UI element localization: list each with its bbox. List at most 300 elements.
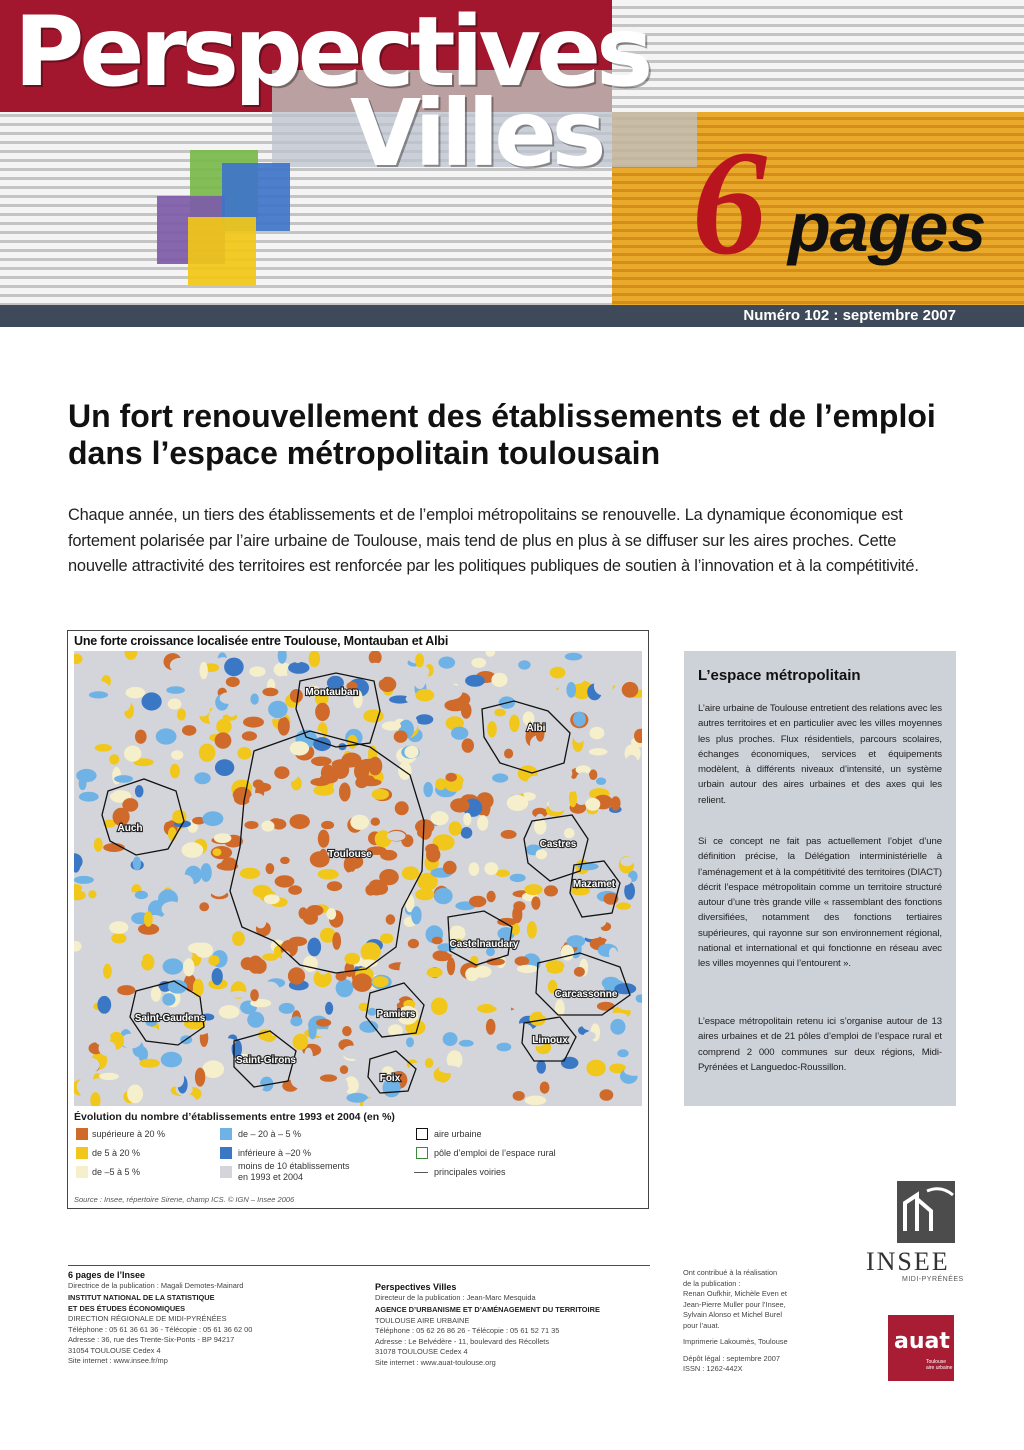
- map-commune: [561, 945, 574, 961]
- map-commune: [618, 1001, 638, 1010]
- map-commune: [520, 753, 538, 764]
- map-commune: [518, 660, 530, 669]
- map-commune: [200, 863, 211, 882]
- choropleth-map: [74, 651, 642, 1106]
- map-commune: [231, 733, 242, 743]
- series-word: pages: [788, 188, 986, 266]
- map-commune: [249, 793, 265, 808]
- map-commune: [172, 1070, 185, 1087]
- map-commune: [371, 818, 380, 826]
- footer-line: Jean-Pierre Muller pour l’Insee,: [683, 1299, 786, 1309]
- map-commune: [624, 937, 639, 946]
- map-commune: [74, 876, 94, 884]
- map-commune: [585, 798, 600, 811]
- map-commune: [575, 1007, 593, 1018]
- legend-swatch: [220, 1128, 232, 1140]
- map-commune: [597, 1016, 608, 1026]
- map-commune: [559, 915, 568, 931]
- footer-col-credits: [683, 1268, 843, 1375]
- map-commune: [415, 653, 424, 667]
- map-commune: [544, 885, 558, 896]
- masthead-banner: [0, 0, 1024, 305]
- map-commune: [268, 701, 288, 718]
- map-commune: [202, 811, 223, 826]
- map-commune: [483, 752, 492, 767]
- map-city-label: Mazamet: [572, 879, 616, 890]
- map-commune: [262, 953, 278, 960]
- article-headline: Un fort renouvellement des établissements et de l’emploi dans l’espace métropolitain toulousain: [68, 398, 936, 471]
- map-commune: [255, 913, 267, 929]
- legend-label: de – 20 à – 5 %: [238, 1129, 302, 1139]
- map-city-label: Auch: [117, 823, 143, 834]
- map-city-label: Toulouse: [328, 849, 372, 860]
- masthead-title-line1: Perspectives: [14, 0, 649, 108]
- masthead-title-line2: Villes: [350, 80, 602, 187]
- map-commune: [415, 689, 434, 701]
- map-commune: [105, 651, 115, 661]
- map-commune: [439, 657, 456, 669]
- map-commune: [550, 938, 562, 954]
- map-commune: [209, 878, 229, 897]
- map-commune: [469, 862, 480, 876]
- map-commune: [372, 789, 389, 800]
- map-commune: [153, 812, 172, 823]
- map-commune: [465, 675, 485, 687]
- map-commune: [405, 746, 419, 759]
- map-commune: [447, 1089, 464, 1098]
- map-commune: [199, 902, 209, 911]
- map-commune: [359, 759, 380, 767]
- map-commune: [317, 960, 329, 974]
- map-commune: [491, 673, 507, 687]
- map-city-label: Saint-Girons: [235, 1055, 297, 1066]
- map-commune: [318, 830, 330, 848]
- map-commune: [143, 791, 159, 809]
- legend-title: Évolution du nombre d’établissements entre 1993 et 2004 (en %): [74, 1111, 395, 1123]
- map-commune: [380, 933, 393, 943]
- article-lead: Chaque année, un tiers des établissements et de l’emploi métropolitains se renouvelle. La dynamique économique est fortement polarisée par l’aire urbaine de Toulouse, mais tend de plus en plus à se diffuser sur les aires proches. Cette nouvelle attractivité des territoires est renforcée par les politiques publiques de soutien à l’innovation et à la compétitivité.: [68, 506, 919, 575]
- footer-line: Téléphone : 05 61 36 61 36 - Télécopie : 05 61 36 62 00: [68, 1324, 253, 1334]
- map-commune: [79, 792, 99, 802]
- map-commune: [142, 659, 163, 673]
- map-commune: [564, 828, 575, 838]
- map-commune: [93, 916, 112, 933]
- map-commune: [304, 1048, 313, 1065]
- map-commune: [551, 765, 572, 782]
- legend-label: moins de 10 établissements en 1993 et 2004: [238, 1161, 350, 1182]
- map-commune: [461, 1003, 478, 1017]
- map-commune: [117, 695, 131, 712]
- map-commune: [606, 691, 617, 708]
- legend-label: pôle d’emploi de l’espace rural: [434, 1148, 556, 1158]
- sidebar-title: L’espace métropolitain: [698, 667, 861, 684]
- map-commune: [558, 882, 569, 893]
- map-commune: [621, 772, 634, 786]
- map-commune: [313, 757, 326, 766]
- footer-line: Ont contribué à la réalisation: [683, 1268, 778, 1277]
- map-commune: [89, 691, 108, 698]
- map-commune: [298, 834, 310, 843]
- map-commune: [219, 1005, 240, 1019]
- map-commune: [484, 862, 498, 875]
- map-commune: [517, 965, 538, 973]
- legend-swatch-pole: [416, 1147, 428, 1159]
- map-commune: [168, 827, 177, 841]
- map-commune: [194, 772, 210, 784]
- map-commune: [395, 801, 409, 815]
- map-commune: [215, 759, 234, 776]
- map-commune: [122, 798, 138, 812]
- map-commune: [237, 747, 251, 760]
- map-figure: [67, 630, 649, 1209]
- map-commune: [491, 997, 502, 1007]
- footer-line: Téléphone : 05 62 26 86 26 - Télécopie : 05 61 52 71 35: [375, 1326, 560, 1335]
- map-commune: [487, 891, 496, 902]
- legend-label: principales voiries: [434, 1167, 506, 1177]
- map-commune: [248, 683, 260, 694]
- sidebar-paragraph: L’espace métropolitain retenu ici s’organise autour de 13 aires urbaines et de 21 pôles d’emploi de l’espace rural et comprend 2 000 communes sur deux régions, Midi-Pyrénées et Languedoc-Roussillon.: [698, 1016, 942, 1073]
- map-commune: [531, 896, 540, 909]
- legend-swatch: [220, 1147, 232, 1159]
- map-commune: [474, 966, 492, 978]
- map-city-label: Carcassonne: [554, 989, 618, 1000]
- map-commune: [426, 847, 440, 862]
- map-commune: [290, 1016, 302, 1026]
- map-commune: [141, 954, 154, 971]
- map-commune: [109, 921, 128, 934]
- sidebar-paragraph: Si ce concept ne fait pas actuellement l’objet d’une définition précise, la Délégation interministérielle à l’aménagement et à la compétitivité des territoires (DIACT) décrit l’espace métropolitain comme un territoire structuré autour d’une très grande ville « rassemblant des fonctions diversifiées, notamment des fonctions tertiaires supérieures, qui rayonne sur son environnement régional, national et international et qui fonctionne en réseau avec les villes moyennes qui l’entourent ».: [698, 836, 942, 970]
- map-commune: [408, 939, 419, 949]
- auat-logo: [888, 1315, 954, 1381]
- map-commune: [409, 1063, 424, 1080]
- footer-col-insee: [68, 1270, 348, 1367]
- map-commune: [291, 1071, 311, 1089]
- map-commune: [109, 754, 119, 764]
- map-commune: [321, 821, 334, 829]
- map-commune: [423, 782, 433, 797]
- footer-line: ISSN : 1262-442X: [683, 1364, 743, 1373]
- map-commune: [325, 1002, 333, 1015]
- insee-logo-mark: [897, 1181, 955, 1243]
- map-commune: [170, 764, 180, 779]
- map-commune: [589, 915, 606, 928]
- map-commune: [99, 1073, 119, 1080]
- map-commune: [589, 748, 608, 755]
- map-commune: [551, 681, 569, 688]
- footer-line: 31054 TOULOUSE Cedex 4: [68, 1345, 161, 1355]
- map-commune: [162, 993, 175, 1006]
- legend-label: aire urbaine: [434, 1129, 482, 1139]
- series-number: 6: [692, 120, 767, 286]
- figure-title: Une forte croissance localisée entre Toulouse, Montauban et Albi: [74, 634, 449, 648]
- map-commune: [180, 782, 191, 794]
- map-commune: [576, 772, 590, 786]
- map-commune: [336, 979, 354, 997]
- map-commune: [469, 896, 486, 907]
- map-commune: [504, 749, 513, 759]
- map-commune: [288, 662, 309, 674]
- map-commune: [215, 732, 232, 748]
- map-commune: [76, 727, 89, 735]
- map-commune: [247, 1012, 264, 1028]
- map-commune: [513, 901, 525, 911]
- map-commune: [325, 799, 344, 815]
- auat-tagline: Toulouse aire urbaine: [926, 1359, 953, 1371]
- map-commune: [290, 814, 310, 829]
- map-commune: [422, 766, 442, 773]
- map-commune: [226, 677, 240, 687]
- map-commune: [327, 881, 342, 891]
- map-commune: [182, 725, 196, 736]
- map-commune: [224, 794, 235, 812]
- footer-line: pour l’auat.: [683, 1320, 720, 1330]
- map-commune: [170, 658, 190, 673]
- map-commune: [512, 858, 521, 867]
- map-commune: [400, 960, 412, 979]
- map-commune: [386, 914, 396, 924]
- map-commune: [145, 773, 163, 780]
- map-commune: [611, 796, 621, 810]
- map-city-label: Pamiers: [376, 1009, 416, 1020]
- insee-logo-icon: [897, 1181, 955, 1243]
- map-commune: [566, 674, 584, 684]
- map-commune: [245, 821, 259, 829]
- map-commune: [310, 778, 330, 786]
- map-commune: [383, 776, 399, 788]
- map-commune: [368, 1008, 377, 1016]
- map-commune: [171, 750, 183, 759]
- map-commune: [617, 1049, 628, 1057]
- map-commune: [99, 1041, 116, 1056]
- legend-label: de 5 à 20 %: [92, 1148, 141, 1158]
- map-commune: [111, 933, 126, 943]
- legend-label: de –5 à 5 %: [92, 1167, 141, 1177]
- map-commune: [497, 1043, 512, 1052]
- map-commune: [89, 990, 101, 999]
- map-commune: [574, 731, 585, 743]
- map-commune: [481, 1054, 493, 1067]
- map-commune: [220, 692, 236, 703]
- map-commune: [460, 997, 479, 1005]
- footer-col-auat: [375, 1282, 655, 1368]
- map-commune: [434, 888, 453, 905]
- map-commune: [212, 968, 223, 985]
- map-commune: [151, 986, 161, 1002]
- map-commune: [614, 785, 633, 797]
- map-commune: [250, 694, 258, 705]
- map-commune: [125, 952, 143, 964]
- map-commune: [332, 657, 352, 669]
- map-commune: [252, 959, 267, 974]
- map-commune: [97, 996, 111, 1014]
- map-commune: [216, 719, 231, 735]
- map-commune: [416, 714, 434, 724]
- map-commune: [450, 798, 469, 812]
- map-commune: [88, 890, 96, 898]
- map-commune: [622, 682, 639, 698]
- map-commune: [261, 821, 274, 832]
- map-commune: [243, 717, 264, 728]
- map-commune: [339, 783, 351, 802]
- legend-swatch: [76, 1166, 88, 1178]
- map-commune: [213, 848, 222, 856]
- map-commune: [248, 932, 257, 943]
- map-commune: [584, 1032, 596, 1040]
- map-commune: [334, 708, 346, 716]
- map-commune: [320, 1074, 337, 1081]
- map-commune: [477, 816, 488, 831]
- map-commune: [232, 931, 245, 946]
- map-commune: [75, 697, 92, 714]
- map-commune: [536, 849, 547, 859]
- map-commune: [209, 1086, 231, 1096]
- map-commune: [156, 728, 177, 744]
- map-commune: [350, 815, 369, 830]
- map-commune: [242, 731, 257, 741]
- map-commune: [451, 727, 468, 740]
- map-commune: [446, 773, 457, 782]
- map-commune: [93, 653, 104, 666]
- map-commune: [610, 1019, 625, 1035]
- map-commune: [146, 1027, 160, 1038]
- map-commune: [117, 985, 135, 995]
- map-commune: [497, 1069, 505, 1081]
- footer-line: AGENCE D’URBANISME ET D’AMÉNAGEMENT DU TERRITOIRE: [375, 1305, 600, 1314]
- map-commune: [290, 689, 303, 703]
- map-commune: [567, 1014, 577, 1026]
- map-commune: [182, 842, 204, 858]
- footer-rule: [68, 1265, 650, 1266]
- map-commune: [625, 1023, 638, 1039]
- map-commune: [342, 1026, 352, 1036]
- map-commune: [462, 738, 474, 752]
- map-commune: [95, 744, 112, 752]
- footer-line: Site internet : www.insee.fr/mp: [68, 1356, 168, 1365]
- map-commune: [463, 813, 471, 826]
- map-commune: [506, 779, 524, 796]
- insee-region: MIDI-PYRÉNÉES: [902, 1276, 964, 1283]
- sidebar-paragraph: L’aire urbaine de Toulouse entretient des relations avec les autres territoires et en particulier avec les villes moyennes les plus proches. Flux résidentiels, parcours scolaires, échanges économiques, services et équipements modèlent, à différents niveaux d’intensité, un système urbain autour des aires urbaines et des axes qui les relient.: [698, 703, 942, 806]
- legend-swatch: [76, 1147, 88, 1159]
- footer-line: TOULOUSE AIRE URBAINE: [375, 1315, 470, 1325]
- map-commune: [280, 857, 290, 864]
- map-commune: [603, 856, 613, 872]
- footer-line: Adresse : 36, rue des Trente-Six-Ponts - BP 94217: [68, 1335, 235, 1344]
- map-commune: [535, 938, 546, 951]
- figure-source: Source : Insee, répertoire Sirene, champ ICS. © IGN – Insee 2006: [74, 1195, 295, 1204]
- map-commune: [214, 833, 232, 843]
- map-commune: [404, 702, 419, 713]
- map-commune: [573, 712, 586, 727]
- map-commune: [74, 1017, 88, 1033]
- map-commune: [334, 1083, 349, 1094]
- footer-line: Renan Oufkhir, Michèle Even et: [683, 1289, 787, 1298]
- map-commune: [566, 682, 576, 698]
- map-commune: [461, 703, 472, 719]
- map-commune: [219, 1038, 236, 1045]
- map-commune: [565, 653, 583, 661]
- map-commune: [524, 884, 542, 895]
- map-commune: [177, 709, 186, 721]
- map-commune: [558, 709, 567, 722]
- decorative-square-yellow: [188, 217, 256, 285]
- legend-swatch: [220, 1166, 232, 1178]
- map-commune: [443, 1032, 458, 1046]
- map-commune: [394, 730, 408, 742]
- map-city-label: Foix: [379, 1073, 401, 1084]
- map-commune: [188, 943, 210, 954]
- map-commune: [593, 813, 604, 822]
- map-commune: [79, 777, 87, 790]
- map-commune: [80, 1057, 99, 1073]
- map-commune: [449, 821, 462, 836]
- map-commune: [135, 730, 147, 744]
- map-commune: [411, 906, 421, 924]
- map-commune: [118, 1058, 126, 1073]
- map-commune: [381, 998, 400, 1005]
- map-commune: [200, 662, 208, 680]
- map-commune: [442, 685, 462, 700]
- map-commune: [326, 908, 336, 920]
- map-commune: [316, 1019, 331, 1027]
- map-commune: [290, 741, 309, 755]
- map-commune: [293, 1034, 309, 1050]
- map-commune: [507, 795, 529, 811]
- map-commune: [288, 885, 302, 895]
- map-commune: [409, 1086, 424, 1095]
- map-commune: [135, 785, 144, 797]
- map-commune: [133, 857, 141, 871]
- map-commune: [486, 1019, 496, 1035]
- footer-heading: 6 pages de l’Insee: [68, 1270, 146, 1280]
- auat-wordmark: auat: [894, 1329, 950, 1354]
- map-commune: [92, 1078, 105, 1086]
- footer-line: Directrice de la publication : Magali Demotes-Mainard: [68, 1280, 244, 1290]
- map-commune: [288, 967, 305, 984]
- map-commune: [600, 1089, 614, 1101]
- map-commune: [252, 1084, 264, 1091]
- map-commune: [586, 1060, 605, 1077]
- map-commune: [363, 709, 384, 722]
- map-commune: [459, 1040, 474, 1047]
- map-commune: [160, 1078, 169, 1088]
- map-commune: [465, 923, 485, 938]
- map-commune: [194, 701, 210, 716]
- map-commune: [600, 1029, 609, 1048]
- map-commune: [124, 746, 141, 762]
- footer-line: 31078 TOULOUSE Cedex 4: [375, 1347, 468, 1356]
- map-commune: [631, 1051, 641, 1066]
- map-commune: [126, 687, 146, 699]
- map-commune: [552, 853, 569, 863]
- map-commune: [196, 996, 217, 1013]
- map-commune: [415, 889, 434, 901]
- legend-label: inférieure à –20 %: [238, 1148, 312, 1158]
- map-commune: [161, 1052, 182, 1068]
- map-commune: [106, 943, 122, 959]
- footer-line: ET DES ÉTUDES ÉCONOMIQUES: [68, 1303, 186, 1313]
- map-commune: [525, 1096, 547, 1106]
- legend-road-line: [414, 1172, 428, 1173]
- map-commune: [224, 658, 244, 677]
- map-commune: [121, 1034, 142, 1049]
- map-commune: [289, 937, 308, 947]
- footer-line: DIRECTION RÉGIONALE DE MIDI-PYRÉNÉES: [68, 1314, 227, 1323]
- issue-bar: [0, 305, 1024, 327]
- map-commune: [144, 911, 153, 927]
- map-commune: [94, 838, 103, 852]
- map-commune: [513, 1091, 525, 1101]
